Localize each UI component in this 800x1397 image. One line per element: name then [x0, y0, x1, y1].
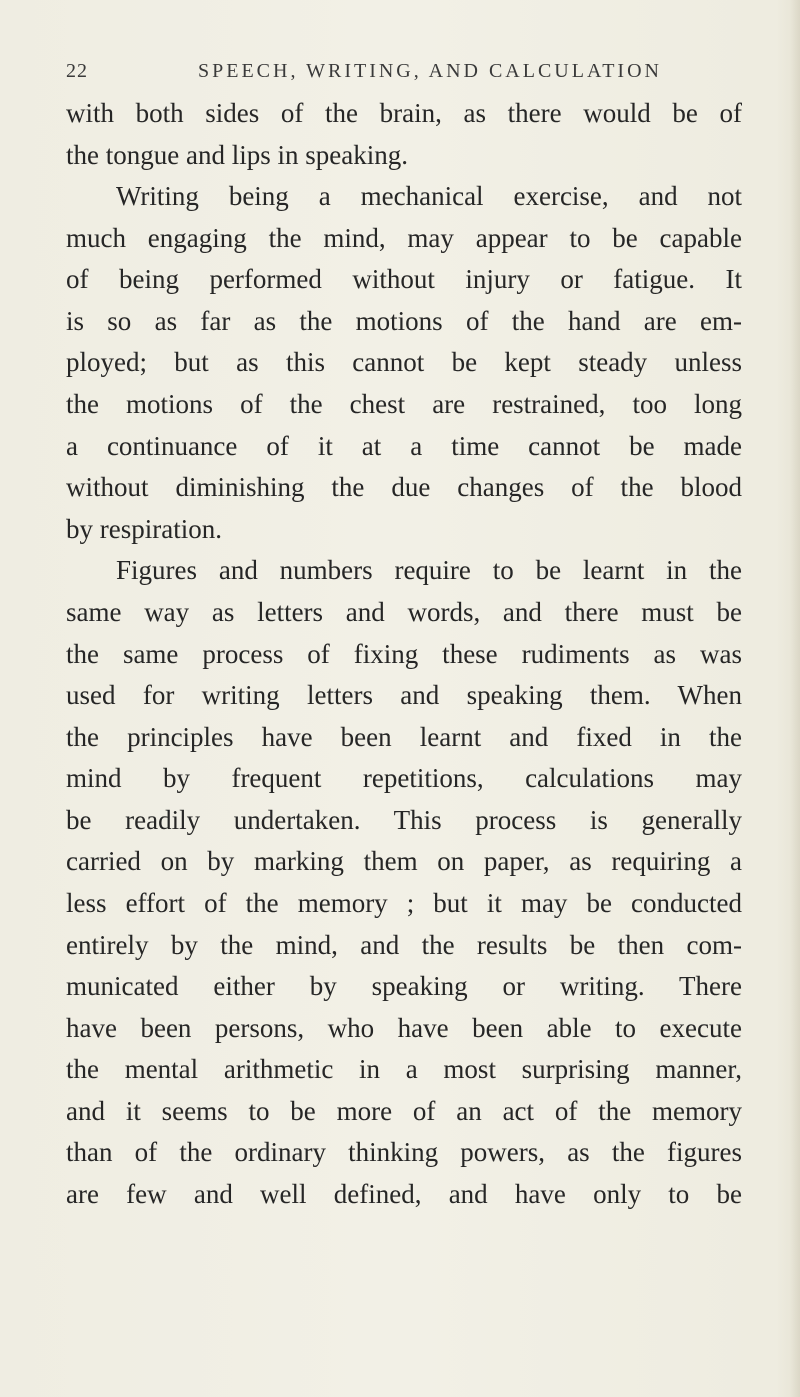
text-line: are few and well defined, and have only to be: [66, 1179, 742, 1210]
text-line: is so as far as the motions of the hand are em-: [66, 305, 742, 336]
paragraph-start-line: Writing being a mechanical exercise, and not: [116, 181, 742, 212]
text-line: the same process of fixing these rudiments as was: [66, 638, 742, 669]
page-header: [66, 60, 742, 90]
text-line: the principles have been learnt and fixed in the: [66, 721, 742, 752]
text-line: ployed; but as this cannot be kept steady unless: [66, 347, 742, 378]
text-line: entirely by the mind, and the results be then com-: [66, 929, 742, 960]
text-line: have been persons, who have been able to execute: [66, 1012, 742, 1043]
body-text: [66, 93, 742, 1216]
text-line: be readily undertaken. This process is generally: [66, 804, 742, 835]
text-line: a continuance of it at a time cannot be made: [66, 430, 742, 461]
text-line: used for writing letters and speaking them. When: [66, 680, 742, 711]
text-line: the motions of the chest are restrained, too long: [66, 389, 742, 420]
text-line: less effort of the memory ; but it may be conducted: [66, 887, 742, 918]
text-line: carried on by marking them on paper, as requiring a: [66, 846, 742, 877]
text-line: than of the ordinary thinking powers, as the figures: [66, 1137, 742, 1168]
text-line: the mental arithmetic in a most surprising manner,: [66, 1054, 742, 1085]
text-line: the tongue and lips in speaking.: [66, 139, 408, 170]
text-line: much engaging the mind, may appear to be capable: [66, 222, 742, 253]
text-line: with both sides of the brain, as there would be of: [66, 98, 742, 128]
page-number: 22: [66, 60, 88, 82]
text-line: mind by frequent repetitions, calculations may: [66, 763, 742, 794]
paragraph-start-line: Figures and numbers require to be learnt in the: [116, 555, 742, 586]
text-line: by respiration.: [66, 513, 222, 544]
text-line: municated either by speaking or writing. There: [66, 971, 742, 1002]
text-line: of being performed without injury or fatigue. It: [66, 264, 742, 295]
text-line: without diminishing the due changes of the blood: [66, 472, 742, 503]
running-head: SPEECH, WRITING, AND CALCULATION: [198, 60, 662, 82]
text-line: same way as letters and words, and there must be: [66, 596, 742, 627]
text-line: and it seems to be more of an act of the memory: [66, 1095, 742, 1126]
page-edge-shadow: [790, 0, 800, 1397]
